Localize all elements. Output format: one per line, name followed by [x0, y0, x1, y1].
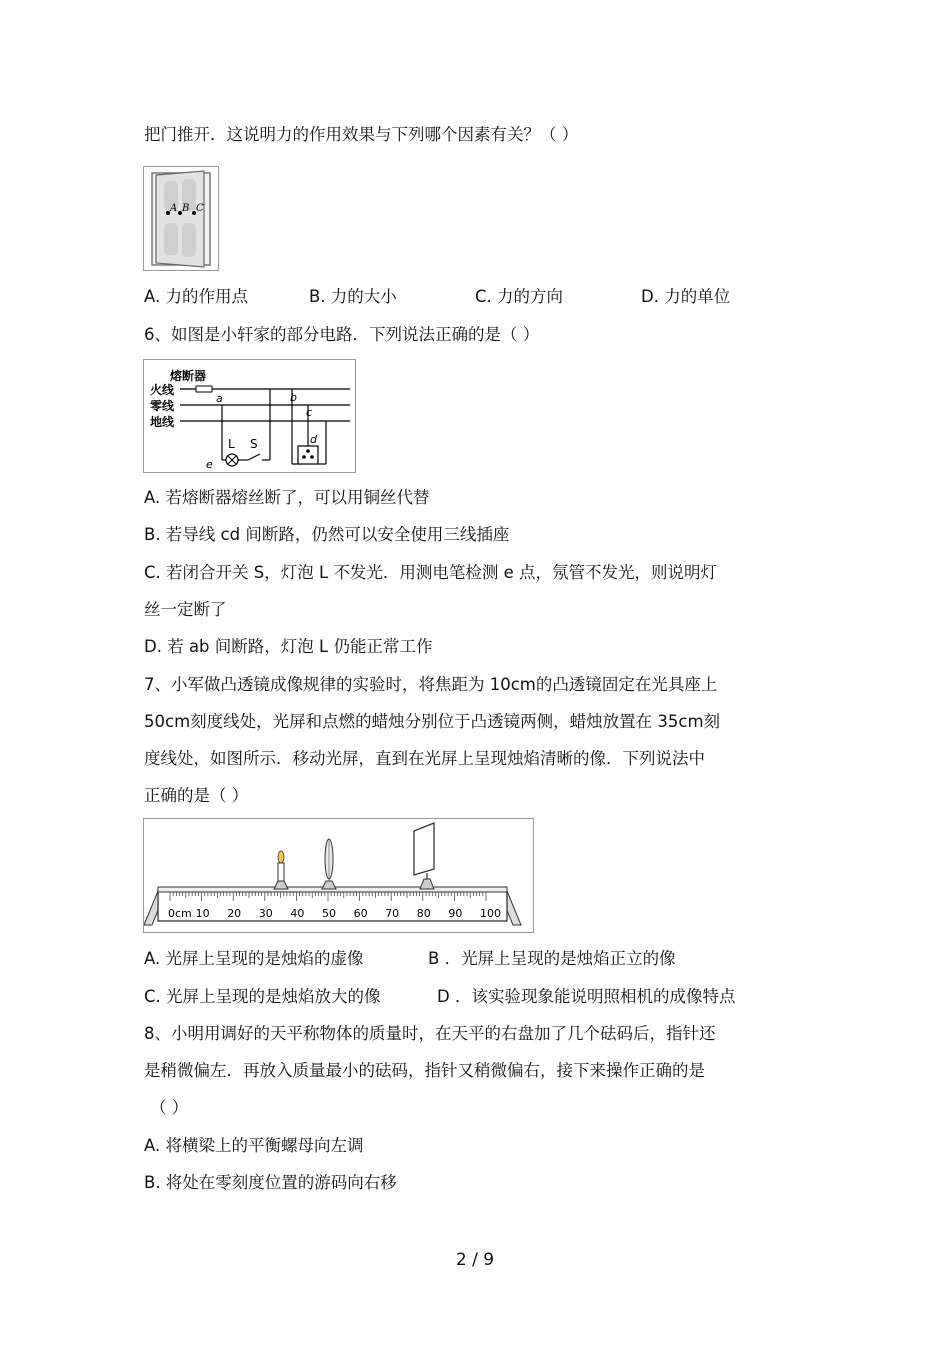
q7-line-4: 正确的是（ ） [144, 786, 249, 805]
q6-option-b: B. 若导线 cd 间断路，仍然可以安全使用三线插座 [144, 525, 510, 544]
lamp-label: L [228, 437, 235, 451]
ruler-label: 90 [448, 907, 463, 920]
ruler-label: 30 [258, 907, 273, 920]
q7-option-a: A. 光屏上呈现的是烛焰的虚像 [144, 949, 364, 968]
q5-option-d: D. 力的单位 [641, 287, 731, 306]
point-label-c: C [196, 203, 204, 214]
circuit-figure [143, 359, 356, 473]
q5-option-a: A. 力的作用点 [144, 287, 248, 306]
neutral-wire-label: 零线 [150, 399, 175, 413]
door-figure [143, 166, 219, 271]
q6-option-d: D. 若 ab 间断路，灯泡 L 仍能正常工作 [144, 637, 433, 656]
point-e-label: e [206, 458, 213, 471]
ruler-label: 100 [480, 907, 501, 920]
q8-option-b: B. 将处在零刻度位置的游码向右移 [144, 1173, 397, 1192]
point-a-label: a [216, 392, 223, 405]
ruler-label: 40 [290, 907, 305, 920]
light-screen [414, 823, 434, 889]
ruler-label: 20 [227, 907, 242, 920]
q8-option-a: A. 将横梁上的平衡螺母向左调 [144, 1136, 364, 1155]
q5-option-c: C. 力的方向 [475, 287, 564, 306]
ruler-label: 80 [416, 907, 431, 920]
fuse-label: 熔断器 [170, 369, 207, 383]
ruler-label: 50 [322, 907, 336, 920]
q7-line-3: 度线处，如图所示．移动光屏，直到在光屏上呈现烛焰清晰的像．下列说法中 [144, 749, 705, 768]
q6-option-c: C. 若闭合开关 S，灯泡 L 不发光．用测电笔检测 e 点，氖管不发光，则说明灯 [144, 563, 718, 582]
q8-line-3: （ ） [150, 1098, 189, 1117]
point-d-label: d [310, 433, 317, 446]
page-number: 2 / 9 [455, 1250, 495, 1270]
ruler-label: 10 [195, 907, 210, 920]
q8-line-1: 8、小明用调好的天平称物体的质量时，在天平的右盘加了几个砝码后，指针还 [144, 1024, 716, 1043]
q6-stem: 6、如图是小轩家的部分电路．下列说法正确的是（ ） [144, 325, 540, 344]
optical-bench-figure [143, 818, 534, 933]
q6-option-c-cont: 丝一定断了 [144, 600, 227, 619]
q7-line-2: 50cm刻度线处，光屏和点燃的蜡烛分别位于凸透镜两侧，蜡烛放置在 35cm刻 [144, 712, 721, 731]
q8-line-2: 是稍微偏左．再放入质量最小的砝码，指针又稍微偏右，接下来操作正确的是 [144, 1061, 705, 1080]
q7-line-1: 7、小军做凸透镜成像规律的实验时，将焦距为 10cm的凸透镜固定在光具座上 [144, 675, 718, 694]
point-label-b: B [182, 203, 190, 214]
q7-option-c: C. 光屏上呈现的是烛焰放大的像 [144, 987, 381, 1006]
point-b-label: b [290, 391, 297, 404]
q6-option-a: A. 若熔断器熔丝断了，可以用铜丝代替 [144, 488, 430, 507]
q5-option-b: B. 力的大小 [309, 287, 397, 306]
point-label-a: A [170, 203, 178, 214]
ruler-label: 60 [353, 907, 368, 920]
q7-option-b: B ．光屏上呈现的是烛焰正立的像 [428, 949, 676, 968]
live-wire-label: 火线 [150, 383, 175, 397]
switch-label: S [250, 437, 258, 451]
ground-wire-label: 地线 [150, 415, 175, 429]
q7-option-d: D ．该实验现象能说明照相机的成像特点 [437, 987, 736, 1006]
ruler-label: 0cm [168, 907, 192, 920]
convex-lens [322, 839, 336, 889]
point-c-label: c [306, 406, 313, 419]
candle [274, 851, 288, 889]
q5-stem: 把门推开．这说明力的作用效果与下列哪个因素有关？（ ） [144, 125, 579, 144]
ruler-label: 70 [385, 907, 400, 920]
